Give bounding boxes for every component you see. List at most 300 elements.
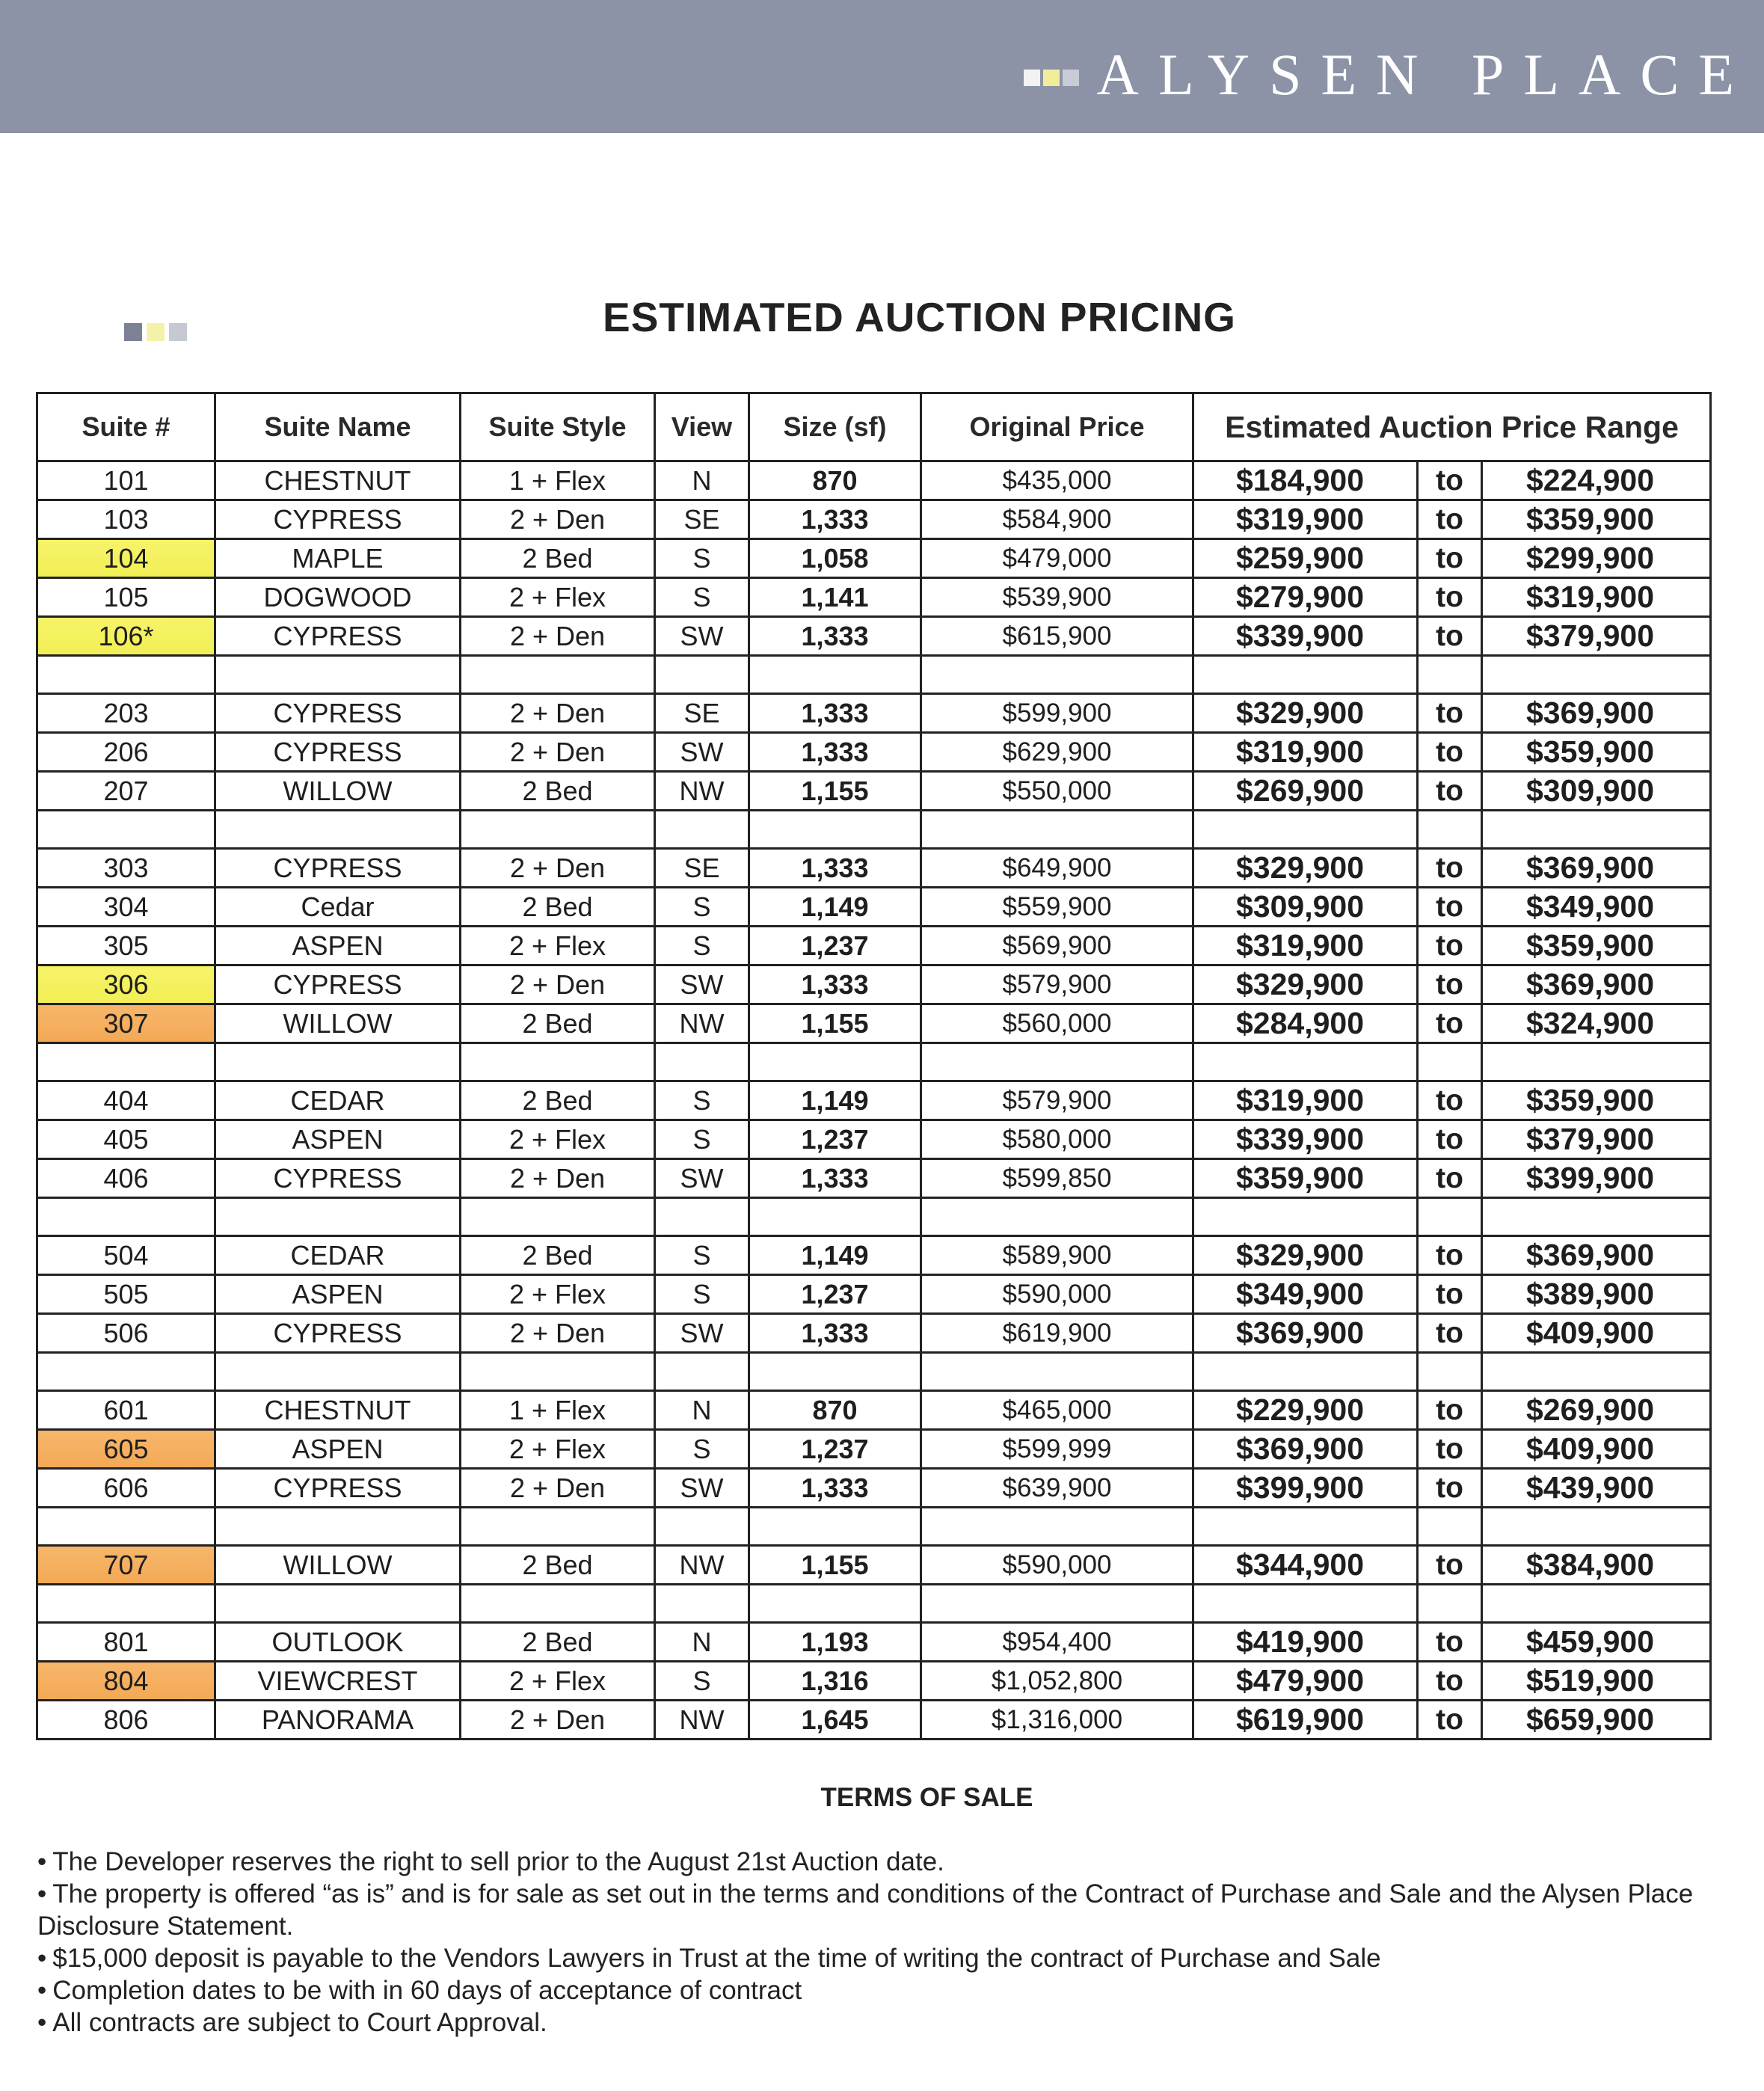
original-price-cell: $580,000	[921, 1120, 1193, 1159]
original-price-cell: $590,000	[921, 1546, 1193, 1585]
view-cell: SW	[655, 1469, 749, 1508]
original-price-cell: $639,900	[921, 1469, 1193, 1508]
spacer-cell	[749, 1585, 921, 1623]
brand-square	[1043, 70, 1060, 86]
view-cell: NW	[655, 1546, 749, 1585]
group-spacer-row	[37, 1508, 1711, 1546]
size-cell: 1,149	[749, 888, 921, 927]
spacer-cell	[655, 1353, 749, 1391]
estimated-high-cell: $519,900	[1482, 1662, 1711, 1701]
estimated-high-cell: $459,900	[1482, 1623, 1711, 1662]
suite-style-cell: 2 Bed	[461, 1081, 655, 1120]
spacer-cell	[655, 1508, 749, 1546]
spacer-cell	[1193, 1198, 1418, 1236]
suite-style-cell: 2 Bed	[461, 888, 655, 927]
spacer-cell	[1418, 1198, 1482, 1236]
estimated-high-cell: $349,900	[1482, 888, 1711, 927]
group-spacer-row	[37, 1585, 1711, 1623]
estimated-low-cell: $329,900	[1193, 965, 1418, 1004]
header-band	[0, 0, 1764, 133]
range-to-cell: to	[1418, 1081, 1482, 1120]
view-cell: SE	[655, 694, 749, 733]
suite-style-cell: 2 Bed	[461, 1546, 655, 1585]
estimated-high-cell: $379,900	[1482, 1120, 1711, 1159]
original-price-cell: $629,900	[921, 733, 1193, 772]
estimated-low-cell: $339,900	[1193, 1120, 1418, 1159]
terms-item-text: $15,000 deposit is payable to the Vendors Lawyers in Trust at the time of writing the contract of Purchase and Sale	[52, 1944, 1381, 1973]
suite-name-cell: CYPRESS	[215, 1314, 461, 1353]
suite-name-cell: CYPRESS	[215, 1469, 461, 1508]
suite-number-cell: 601	[37, 1391, 215, 1430]
suite-style-cell: 1 + Flex	[461, 461, 655, 500]
estimated-high-cell: $369,900	[1482, 694, 1711, 733]
suite-number-cell: 404	[37, 1081, 215, 1120]
table-row	[37, 1469, 1711, 1508]
spacer-cell	[1193, 1043, 1418, 1081]
suite-style-cell: 2 Bed	[461, 772, 655, 811]
suite-number-cell: 307	[37, 1004, 215, 1043]
suite-name-cell: CYPRESS	[215, 733, 461, 772]
original-price-cell: $539,900	[921, 578, 1193, 617]
range-to-cell: to	[1418, 1430, 1482, 1469]
original-price-cell: $584,900	[921, 500, 1193, 539]
size-cell: 1,645	[749, 1701, 921, 1740]
range-to-cell: to	[1418, 539, 1482, 578]
size-cell: 1,149	[749, 1236, 921, 1275]
spacer-cell	[655, 1043, 749, 1081]
suite-name-cell: CYPRESS	[215, 694, 461, 733]
suite-style-cell: 2 + Den	[461, 1469, 655, 1508]
size-cell: 1,333	[749, 1314, 921, 1353]
table-row	[37, 578, 1711, 617]
estimated-high-cell: $359,900	[1482, 500, 1711, 539]
terms-item	[37, 1942, 1712, 1974]
original-price-cell: $599,999	[921, 1430, 1193, 1469]
header-original-price: Original Price	[921, 393, 1193, 461]
estimated-low-cell: $319,900	[1193, 500, 1418, 539]
range-to-cell: to	[1418, 1004, 1482, 1043]
spacer-cell	[461, 1508, 655, 1546]
original-price-cell: $1,052,800	[921, 1662, 1193, 1701]
spacer-cell	[461, 1585, 655, 1623]
view-cell: SW	[655, 1159, 749, 1198]
table-row	[37, 500, 1711, 539]
view-cell: SW	[655, 1314, 749, 1353]
estimated-high-cell: $224,900	[1482, 461, 1711, 500]
spacer-cell	[37, 811, 215, 849]
spacer-cell	[215, 656, 461, 694]
spacer-cell	[37, 1353, 215, 1391]
spacer-cell	[655, 656, 749, 694]
spacer-cell	[1418, 1353, 1482, 1391]
size-cell: 1,155	[749, 772, 921, 811]
header-size: Size (sf)	[749, 393, 921, 461]
range-to-cell: to	[1418, 617, 1482, 656]
spacer-cell	[215, 1198, 461, 1236]
suite-name-cell: MAPLE	[215, 539, 461, 578]
estimated-low-cell: $349,900	[1193, 1275, 1418, 1314]
spacer-cell	[1482, 656, 1711, 694]
suite-style-cell: 2 Bed	[461, 1236, 655, 1275]
size-cell: 1,333	[749, 694, 921, 733]
suite-name-cell: DOGWOOD	[215, 578, 461, 617]
estimated-high-cell: $369,900	[1482, 965, 1711, 1004]
spacer-cell	[1193, 656, 1418, 694]
suite-name-cell: CYPRESS	[215, 500, 461, 539]
range-to-cell: to	[1418, 461, 1482, 500]
table-row	[37, 888, 1711, 927]
table-row	[37, 617, 1711, 656]
estimated-low-cell: $359,900	[1193, 1159, 1418, 1198]
suite-name-cell: ASPEN	[215, 1120, 461, 1159]
suite-name-cell: CEDAR	[215, 1081, 461, 1120]
suite-style-cell: 2 + Flex	[461, 1275, 655, 1314]
original-price-cell: $1,316,000	[921, 1701, 1193, 1740]
range-to-cell: to	[1418, 772, 1482, 811]
suite-name-cell: WILLOW	[215, 772, 461, 811]
brand-name: ALYSEN PLACE	[1096, 42, 1754, 107]
range-to-cell: to	[1418, 1469, 1482, 1508]
estimated-low-cell: $369,900	[1193, 1430, 1418, 1469]
original-price-cell: $569,900	[921, 927, 1193, 965]
estimated-low-cell: $284,900	[1193, 1004, 1418, 1043]
table-row	[37, 1546, 1711, 1585]
table-row	[37, 772, 1711, 811]
view-cell: S	[655, 927, 749, 965]
table-body	[37, 461, 1711, 1740]
size-cell: 1,237	[749, 1430, 921, 1469]
pricing-table	[36, 392, 1712, 1740]
view-cell: S	[655, 1430, 749, 1469]
suite-number-cell: 103	[37, 500, 215, 539]
size-cell: 1,333	[749, 500, 921, 539]
brand-square	[1024, 70, 1040, 86]
suite-number-cell: 801	[37, 1623, 215, 1662]
suite-number-cell: 405	[37, 1120, 215, 1159]
suite-name-cell: ASPEN	[215, 1275, 461, 1314]
range-to-cell: to	[1418, 500, 1482, 539]
suite-name-cell: CYPRESS	[215, 1159, 461, 1198]
spacer-cell	[921, 1353, 1193, 1391]
suite-style-cell: 2 + Den	[461, 733, 655, 772]
terms-item	[37, 2006, 1712, 2039]
suite-style-cell: 2 + Den	[461, 1314, 655, 1353]
estimated-high-cell: $369,900	[1482, 849, 1711, 888]
suite-name-cell: WILLOW	[215, 1546, 461, 1585]
size-cell: 1,058	[749, 539, 921, 578]
range-to-cell: to	[1418, 1623, 1482, 1662]
suite-name-cell: VIEWCREST	[215, 1662, 461, 1701]
suite-style-cell: 2 + Flex	[461, 1662, 655, 1701]
suite-style-cell: 2 + Den	[461, 500, 655, 539]
original-price-cell: $599,850	[921, 1159, 1193, 1198]
suite-number-cell: 707	[37, 1546, 215, 1585]
view-cell: S	[655, 539, 749, 578]
view-cell: S	[655, 1081, 749, 1120]
terms-title: TERMS OF SALE	[820, 1783, 1033, 1812]
size-cell: 1,316	[749, 1662, 921, 1701]
view-cell: S	[655, 888, 749, 927]
estimated-high-cell: $299,900	[1482, 539, 1711, 578]
table-row	[37, 1275, 1711, 1314]
suite-name-cell: CYPRESS	[215, 965, 461, 1004]
suite-name-cell: OUTLOOK	[215, 1623, 461, 1662]
header-suite-num: Suite #	[37, 393, 215, 461]
range-to-cell: to	[1418, 578, 1482, 617]
estimated-high-cell: $359,900	[1482, 1081, 1711, 1120]
estimated-high-cell: $659,900	[1482, 1701, 1711, 1740]
terms-item-text: All contracts are subject to Court Approval.	[52, 2008, 547, 2037]
estimated-high-cell: $369,900	[1482, 1236, 1711, 1275]
spacer-cell	[655, 1585, 749, 1623]
estimated-high-cell: $269,900	[1482, 1391, 1711, 1430]
spacer-cell	[749, 1508, 921, 1546]
table-row	[37, 927, 1711, 965]
estimated-low-cell: $339,900	[1193, 617, 1418, 656]
header-suite-style: Suite Style	[461, 393, 655, 461]
terms-item-text: The Developer reserves the right to sell prior to the August 21st Auction date.	[52, 1847, 944, 1876]
terms-item	[37, 1974, 1712, 2006]
estimated-low-cell: $329,900	[1193, 849, 1418, 888]
suite-name-cell: PANORAMA	[215, 1701, 461, 1740]
spacer-cell	[1418, 1043, 1482, 1081]
estimated-low-cell: $329,900	[1193, 694, 1418, 733]
suite-style-cell: 2 + Den	[461, 694, 655, 733]
table-row	[37, 1662, 1711, 1701]
suite-number-cell: 105	[37, 578, 215, 617]
suite-number-cell: 106*	[37, 617, 215, 656]
suite-number-cell: 806	[37, 1701, 215, 1740]
spacer-cell	[921, 1508, 1193, 1546]
original-price-cell: $479,000	[921, 539, 1193, 578]
range-to-cell: to	[1418, 1546, 1482, 1585]
view-cell: SW	[655, 733, 749, 772]
table-row	[37, 694, 1711, 733]
original-price-cell: $550,000	[921, 772, 1193, 811]
size-cell: 1,333	[749, 733, 921, 772]
estimated-low-cell: $259,900	[1193, 539, 1418, 578]
estimated-low-cell: $184,900	[1193, 461, 1418, 500]
size-cell: 1,155	[749, 1546, 921, 1585]
spacer-cell	[461, 811, 655, 849]
size-cell: 1,333	[749, 965, 921, 1004]
spacer-cell	[1418, 1508, 1482, 1546]
suite-style-cell: 2 + Flex	[461, 927, 655, 965]
range-to-cell: to	[1418, 1314, 1482, 1353]
estimated-low-cell: $319,900	[1193, 733, 1418, 772]
estimated-high-cell: $389,900	[1482, 1275, 1711, 1314]
terms-item-text: Completion dates to be with in 60 days of acceptance of contract	[52, 1976, 802, 2005]
spacer-cell	[215, 1353, 461, 1391]
spacer-cell	[1482, 1043, 1711, 1081]
view-cell: S	[655, 1236, 749, 1275]
table-row	[37, 1701, 1711, 1740]
suite-name-cell: CYPRESS	[215, 617, 461, 656]
terms-item	[37, 1878, 1712, 1942]
table-row	[37, 1159, 1711, 1198]
range-to-cell: to	[1418, 1120, 1482, 1159]
estimated-low-cell: $344,900	[1193, 1546, 1418, 1585]
suite-name-cell: CHESTNUT	[215, 461, 461, 500]
size-cell: 1,333	[749, 617, 921, 656]
suite-name-cell: ASPEN	[215, 1430, 461, 1469]
bullet-icon: •	[37, 1976, 47, 2005]
table-row	[37, 539, 1711, 578]
estimated-high-cell: $359,900	[1482, 733, 1711, 772]
brand-square	[1063, 70, 1079, 86]
estimated-high-cell: $359,900	[1482, 927, 1711, 965]
size-cell: 1,237	[749, 1120, 921, 1159]
suite-number-cell: 506	[37, 1314, 215, 1353]
header-suite-name: Suite Name	[215, 393, 461, 461]
suite-style-cell: 2 + Den	[461, 1159, 655, 1198]
original-price-cell: $579,900	[921, 965, 1193, 1004]
estimated-low-cell: $329,900	[1193, 1236, 1418, 1275]
original-price-cell: $954,400	[921, 1623, 1193, 1662]
spacer-cell	[655, 811, 749, 849]
size-cell: 1,149	[749, 1081, 921, 1120]
estimated-low-cell: $619,900	[1193, 1701, 1418, 1740]
table-row	[37, 1623, 1711, 1662]
suite-number-cell: 606	[37, 1469, 215, 1508]
estimated-high-cell: $324,900	[1482, 1004, 1711, 1043]
table-row	[37, 1081, 1711, 1120]
spacer-cell	[749, 656, 921, 694]
spacer-cell	[461, 1198, 655, 1236]
original-price-cell: $649,900	[921, 849, 1193, 888]
suite-number-cell: 305	[37, 927, 215, 965]
suite-style-cell: 2 + Den	[461, 1701, 655, 1740]
original-price-cell: $590,000	[921, 1275, 1193, 1314]
range-to-cell: to	[1418, 888, 1482, 927]
spacer-cell	[749, 1198, 921, 1236]
range-to-cell: to	[1418, 1701, 1482, 1740]
suite-style-cell: 2 + Den	[461, 617, 655, 656]
spacer-cell	[749, 811, 921, 849]
view-cell: N	[655, 461, 749, 500]
original-price-cell: $599,900	[921, 694, 1193, 733]
range-to-cell: to	[1418, 1391, 1482, 1430]
view-cell: NW	[655, 772, 749, 811]
brand-logo	[1024, 42, 1754, 107]
spacer-cell	[1482, 1508, 1711, 1546]
original-price-cell: $560,000	[921, 1004, 1193, 1043]
suite-style-cell: 2 + Flex	[461, 1430, 655, 1469]
suite-number-cell: 504	[37, 1236, 215, 1275]
suite-name-cell: Cedar	[215, 888, 461, 927]
range-to-cell: to	[1418, 849, 1482, 888]
brand-squares-icon	[1024, 70, 1079, 86]
size-cell: 1,141	[749, 578, 921, 617]
estimated-low-cell: $269,900	[1193, 772, 1418, 811]
spacer-cell	[749, 1043, 921, 1081]
view-cell: N	[655, 1623, 749, 1662]
size-cell: 870	[749, 1391, 921, 1430]
page-title: ESTIMATED AUCTION PRICING	[603, 294, 1236, 340]
suite-style-cell: 1 + Flex	[461, 1391, 655, 1430]
view-cell: N	[655, 1391, 749, 1430]
suite-number-cell: 406	[37, 1159, 215, 1198]
original-price-cell: $579,900	[921, 1081, 1193, 1120]
table-row	[37, 1004, 1711, 1043]
spacer-cell	[37, 1508, 215, 1546]
suite-number-cell: 303	[37, 849, 215, 888]
spacer-cell	[215, 811, 461, 849]
original-price-cell: $559,900	[921, 888, 1193, 927]
estimated-high-cell: $409,900	[1482, 1430, 1711, 1469]
suite-name-cell: WILLOW	[215, 1004, 461, 1043]
estimated-high-cell: $379,900	[1482, 617, 1711, 656]
estimated-low-cell: $279,900	[1193, 578, 1418, 617]
view-cell: SE	[655, 500, 749, 539]
original-price-cell: $435,000	[921, 461, 1193, 500]
group-spacer-row	[37, 656, 1711, 694]
spacer-cell	[1418, 656, 1482, 694]
original-price-cell: $615,900	[921, 617, 1193, 656]
group-spacer-row	[37, 1043, 1711, 1081]
spacer-cell	[37, 1585, 215, 1623]
header-view: View	[655, 393, 749, 461]
bullet-icon: •	[37, 2008, 47, 2037]
size-cell: 1,193	[749, 1623, 921, 1662]
spacer-cell	[215, 1585, 461, 1623]
suite-number-cell: 104	[37, 539, 215, 578]
suite-style-cell: 2 + Flex	[461, 1120, 655, 1159]
spacer-cell	[1418, 1585, 1482, 1623]
estimated-low-cell: $319,900	[1193, 1081, 1418, 1120]
estimated-low-cell: $319,900	[1193, 927, 1418, 965]
suite-style-cell: 2 Bed	[461, 1004, 655, 1043]
bullet-icon: •	[37, 1879, 47, 1909]
size-cell: 870	[749, 461, 921, 500]
view-cell: SE	[655, 849, 749, 888]
suite-name-cell: CHESTNUT	[215, 1391, 461, 1430]
terms-item	[37, 1846, 1712, 1878]
spacer-cell	[1418, 811, 1482, 849]
spacer-cell	[1482, 1353, 1711, 1391]
suite-number-cell: 206	[37, 733, 215, 772]
bullet-icon: •	[37, 1944, 47, 1973]
estimated-low-cell: $399,900	[1193, 1469, 1418, 1508]
suite-number-cell: 304	[37, 888, 215, 927]
spacer-cell	[749, 1353, 921, 1391]
view-cell: NW	[655, 1004, 749, 1043]
suite-name-cell: CEDAR	[215, 1236, 461, 1275]
group-spacer-row	[37, 811, 1711, 849]
original-price-cell: $465,000	[921, 1391, 1193, 1430]
suite-style-cell: 2 Bed	[461, 1623, 655, 1662]
group-spacer-row	[37, 1198, 1711, 1236]
size-cell: 1,333	[749, 1469, 921, 1508]
spacer-cell	[1193, 1585, 1418, 1623]
table-header-row	[37, 393, 1711, 461]
suite-number-cell: 804	[37, 1662, 215, 1701]
table-row	[37, 1314, 1711, 1353]
table-row	[37, 461, 1711, 500]
suite-name-cell: ASPEN	[215, 927, 461, 965]
suite-style-cell: 2 + Den	[461, 849, 655, 888]
spacer-cell	[1193, 1508, 1418, 1546]
view-cell: SW	[655, 617, 749, 656]
spacer-cell	[461, 656, 655, 694]
spacer-cell	[655, 1198, 749, 1236]
suite-number-cell: 505	[37, 1275, 215, 1314]
table-row	[37, 965, 1711, 1004]
spacer-cell	[37, 1198, 215, 1236]
size-cell: 1,237	[749, 1275, 921, 1314]
suite-number-cell: 203	[37, 694, 215, 733]
estimated-low-cell: $369,900	[1193, 1314, 1418, 1353]
